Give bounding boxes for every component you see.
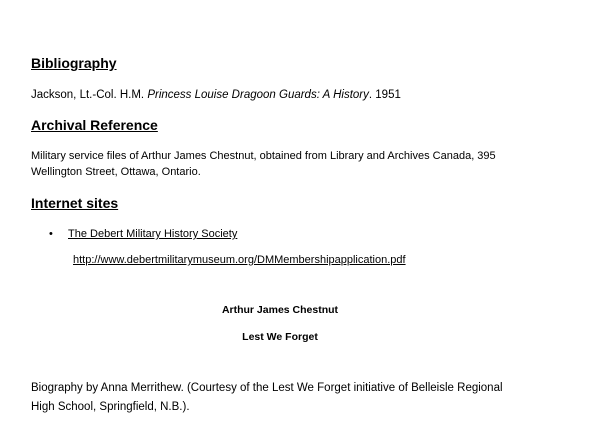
debert-society-link[interactable]: The Debert Military History Society: [68, 228, 238, 240]
lest-we-forget-motto: Lest We Forget: [242, 331, 318, 343]
archival-reference-line-1: Military service files of Arthur James Chestnut, obtained from Library and Archives Canada, 395: [31, 150, 496, 162]
archival-reference-line-2: Wellington Street, Ottawa, Ontario.: [31, 166, 201, 178]
bibliography-year: . 1951: [368, 89, 401, 101]
bullet-icon: •: [49, 228, 53, 240]
archival-reference-heading: Archival Reference: [31, 117, 158, 133]
bibliography-author: Jackson, Lt.-Col. H.M.: [31, 89, 148, 101]
debert-membership-url-link[interactable]: http://www.debertmilitarymuseum.org/DMMembershipapplication.pdf: [73, 254, 406, 266]
subject-name: Arthur James Chestnut: [221, 304, 339, 316]
credit-line-2: High School, Springfield, N.B.).: [31, 401, 190, 413]
internet-sites-heading: Internet sites: [31, 195, 119, 211]
bibliography-heading: Bibliography: [31, 55, 117, 71]
bibliography-book-title: Princess Louise Dragoon Guards: A History: [147, 89, 369, 101]
bibliography-entry: [31, 87, 401, 104]
credit-line-1: Biography by Anna Merrithew. (Courtesy of the Lest We Forget initiative of Belleisle Regional: [31, 382, 503, 394]
